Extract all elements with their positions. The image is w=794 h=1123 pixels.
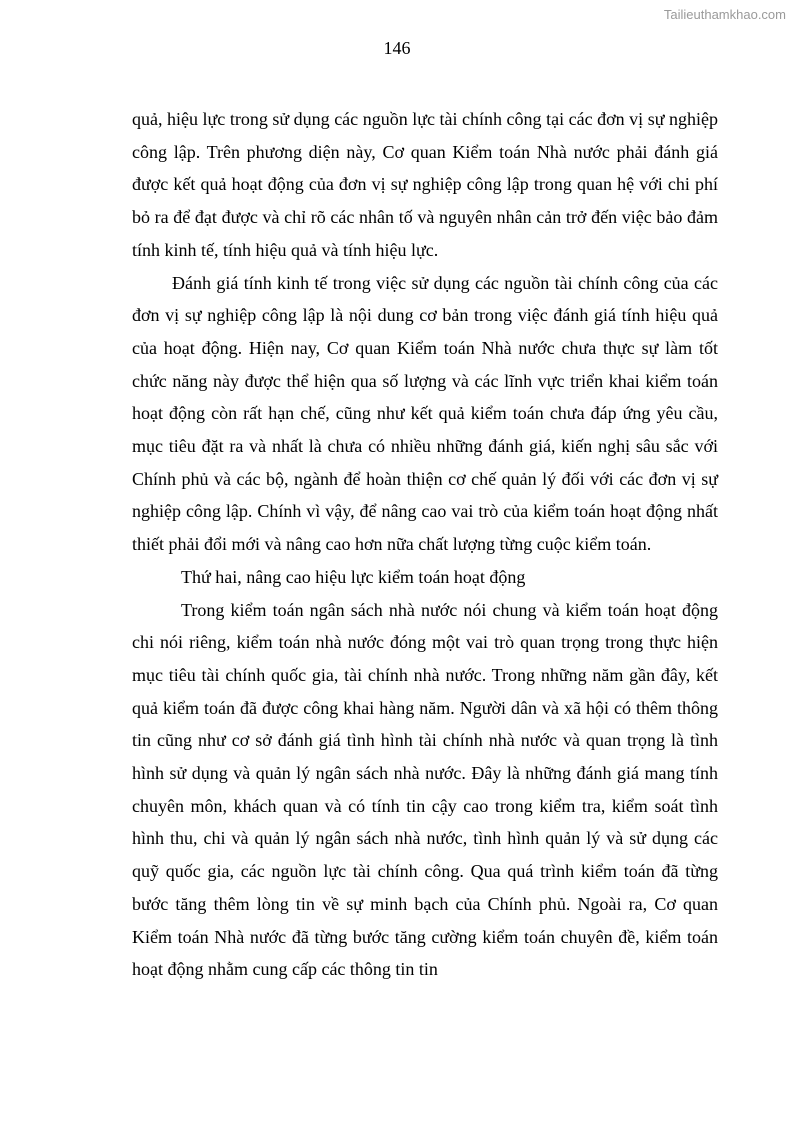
paragraph-state-audit-role: Trong kiểm toán ngân sách nhà nước nói chung và kiểm toán hoạt động chi nói riêng, kiểm toán nhà nước đóng một vai trò quan trọng trong thực hiện mục tiêu tài chính quốc gia, tài chính nhà nước. Trong những năm gần đây, kết quả kiểm toán đã được công khai hàng năm. Người dân và xã hội có thêm thông tin cũng như cơ sở đánh giá tình hình tài chính nhà nước và quan trọng là tình hình sử dụng và quản lý ngân sách nhà nước. Đây là những đánh giá mang tính chuyên môn, khách quan và có tính tin cậy cao trong kiểm tra, kiểm soát tình hình thu, chi và quản lý ngân sách nhà nước, tình hình quản lý và sử dụng các quỹ quốc gia, các nguồn lực tài chính công. Qua quá trình kiểm toán đã từng bước tăng thêm lòng tin về sự minh bạch của Chính phủ. Ngoài ra, Cơ quan Kiểm toán Nhà nước đã từng bước tăng cường kiểm toán chuyên đề, kiểm toán hoạt động nhằm cung cấp các thông tin tin <box>132 599 718 980</box>
paragraph-economy-evaluation: Đánh giá tính kinh tế trong việc sử dụng các nguồn tài chính công của các đơn vị sự nghiệp công lập là nội dung cơ bản trong việc đánh giá tính hiệu quả của hoạt động. Hiện nay, Cơ quan Kiểm toán Nhà nước chưa thực sự làm tốt chức năng này được thể hiện qua số lượng và các lĩnh vực triển khai kiểm toán hoạt động còn rất hạn chế, cũng như kết quả kiểm toán chưa đáp ứng yêu cầu, mục tiêu đặt ra và nhất là chưa có nhiều những đánh giá, kiến nghị sâu sắc với Chính phủ và các bộ, ngành để hoàn thiện cơ chế quản lý đối với các đơn vị sự nghiệp công lập. Chính vì vậy, để nâng cao vai trò của kiểm toán hoạt động nhất thiết phải đổi mới và nâng cao hơn nữa chất lượng từng cuộc kiểm toán. <box>132 272 718 555</box>
watermark-text: Tailieuthamkhao.com <box>663 7 786 22</box>
page-number: 146 <box>383 38 411 58</box>
document-body <box>132 103 718 986</box>
section-heading-second: Thứ hai, nâng cao hiệu lực kiểm toán hoạt động <box>181 566 526 587</box>
paragraph-continuation: quả, hiệu lực trong sử dụng các nguồn lực tài chính công tại các đơn vị sự nghiệp công lập. Trên phương diện này, Cơ quan Kiểm toán Nhà nước phải đánh giá được kết quả hoạt động của đơn vị sự nghiệp công lập trong quan hệ với chi phí bỏ ra để đạt được và chỉ rõ các nhân tố và nguyên nhân cản trở đến việc bảo đảm tính kinh tế, tính hiệu quả và tính hiệu lực. <box>132 109 718 260</box>
